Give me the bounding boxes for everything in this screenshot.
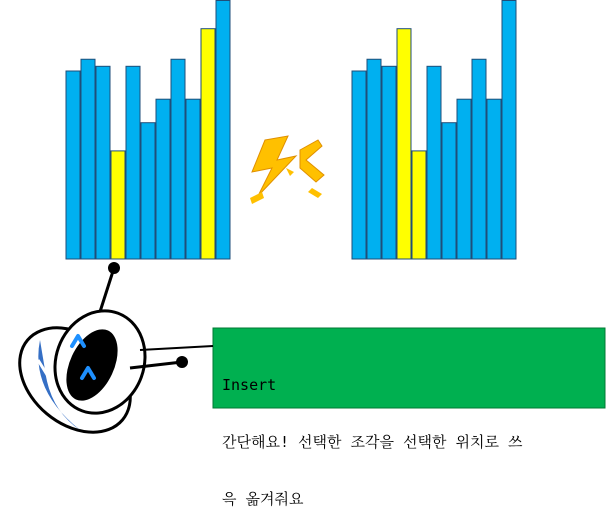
mascot-robot-icon	[0, 298, 213, 453]
bar-before-5	[141, 123, 155, 259]
bar-before-0	[66, 71, 80, 259]
bar-before-8	[186, 99, 200, 259]
highlighted-bar-before-3	[111, 151, 125, 259]
bar-after-7	[457, 99, 471, 259]
highlighted-bar-after-3	[397, 29, 411, 259]
lightning-spark-icon	[250, 136, 324, 204]
bar-chart-before	[66, 1, 230, 260]
bar-after-0	[352, 71, 366, 259]
callout-text	[222, 338, 602, 528]
bar-after-1	[367, 59, 381, 259]
bar-chart-after	[352, 1, 516, 260]
bar-before-4	[126, 66, 140, 259]
bar-after-5	[427, 66, 441, 259]
bar-before-2	[96, 66, 110, 259]
callout-title: Insert	[222, 376, 277, 394]
bar-after-8	[472, 59, 486, 259]
bar-after-2	[382, 66, 396, 259]
bar-after-6	[442, 123, 456, 259]
bar-before-10	[216, 1, 230, 260]
callout-line-2: 윽 옮겨줘요	[222, 490, 304, 508]
bar-before-1	[81, 59, 95, 259]
bar-before-7	[171, 59, 185, 259]
bar-after-10	[502, 1, 516, 260]
bar-after-9	[487, 99, 501, 259]
bar-before-6	[156, 99, 170, 259]
highlighted-bar-after-4	[412, 151, 426, 259]
callout-line-1: 간단해요! 선택한 조각을 선택한 위치로 쓰	[222, 433, 523, 451]
highlighted-bar-before-9	[201, 29, 215, 259]
